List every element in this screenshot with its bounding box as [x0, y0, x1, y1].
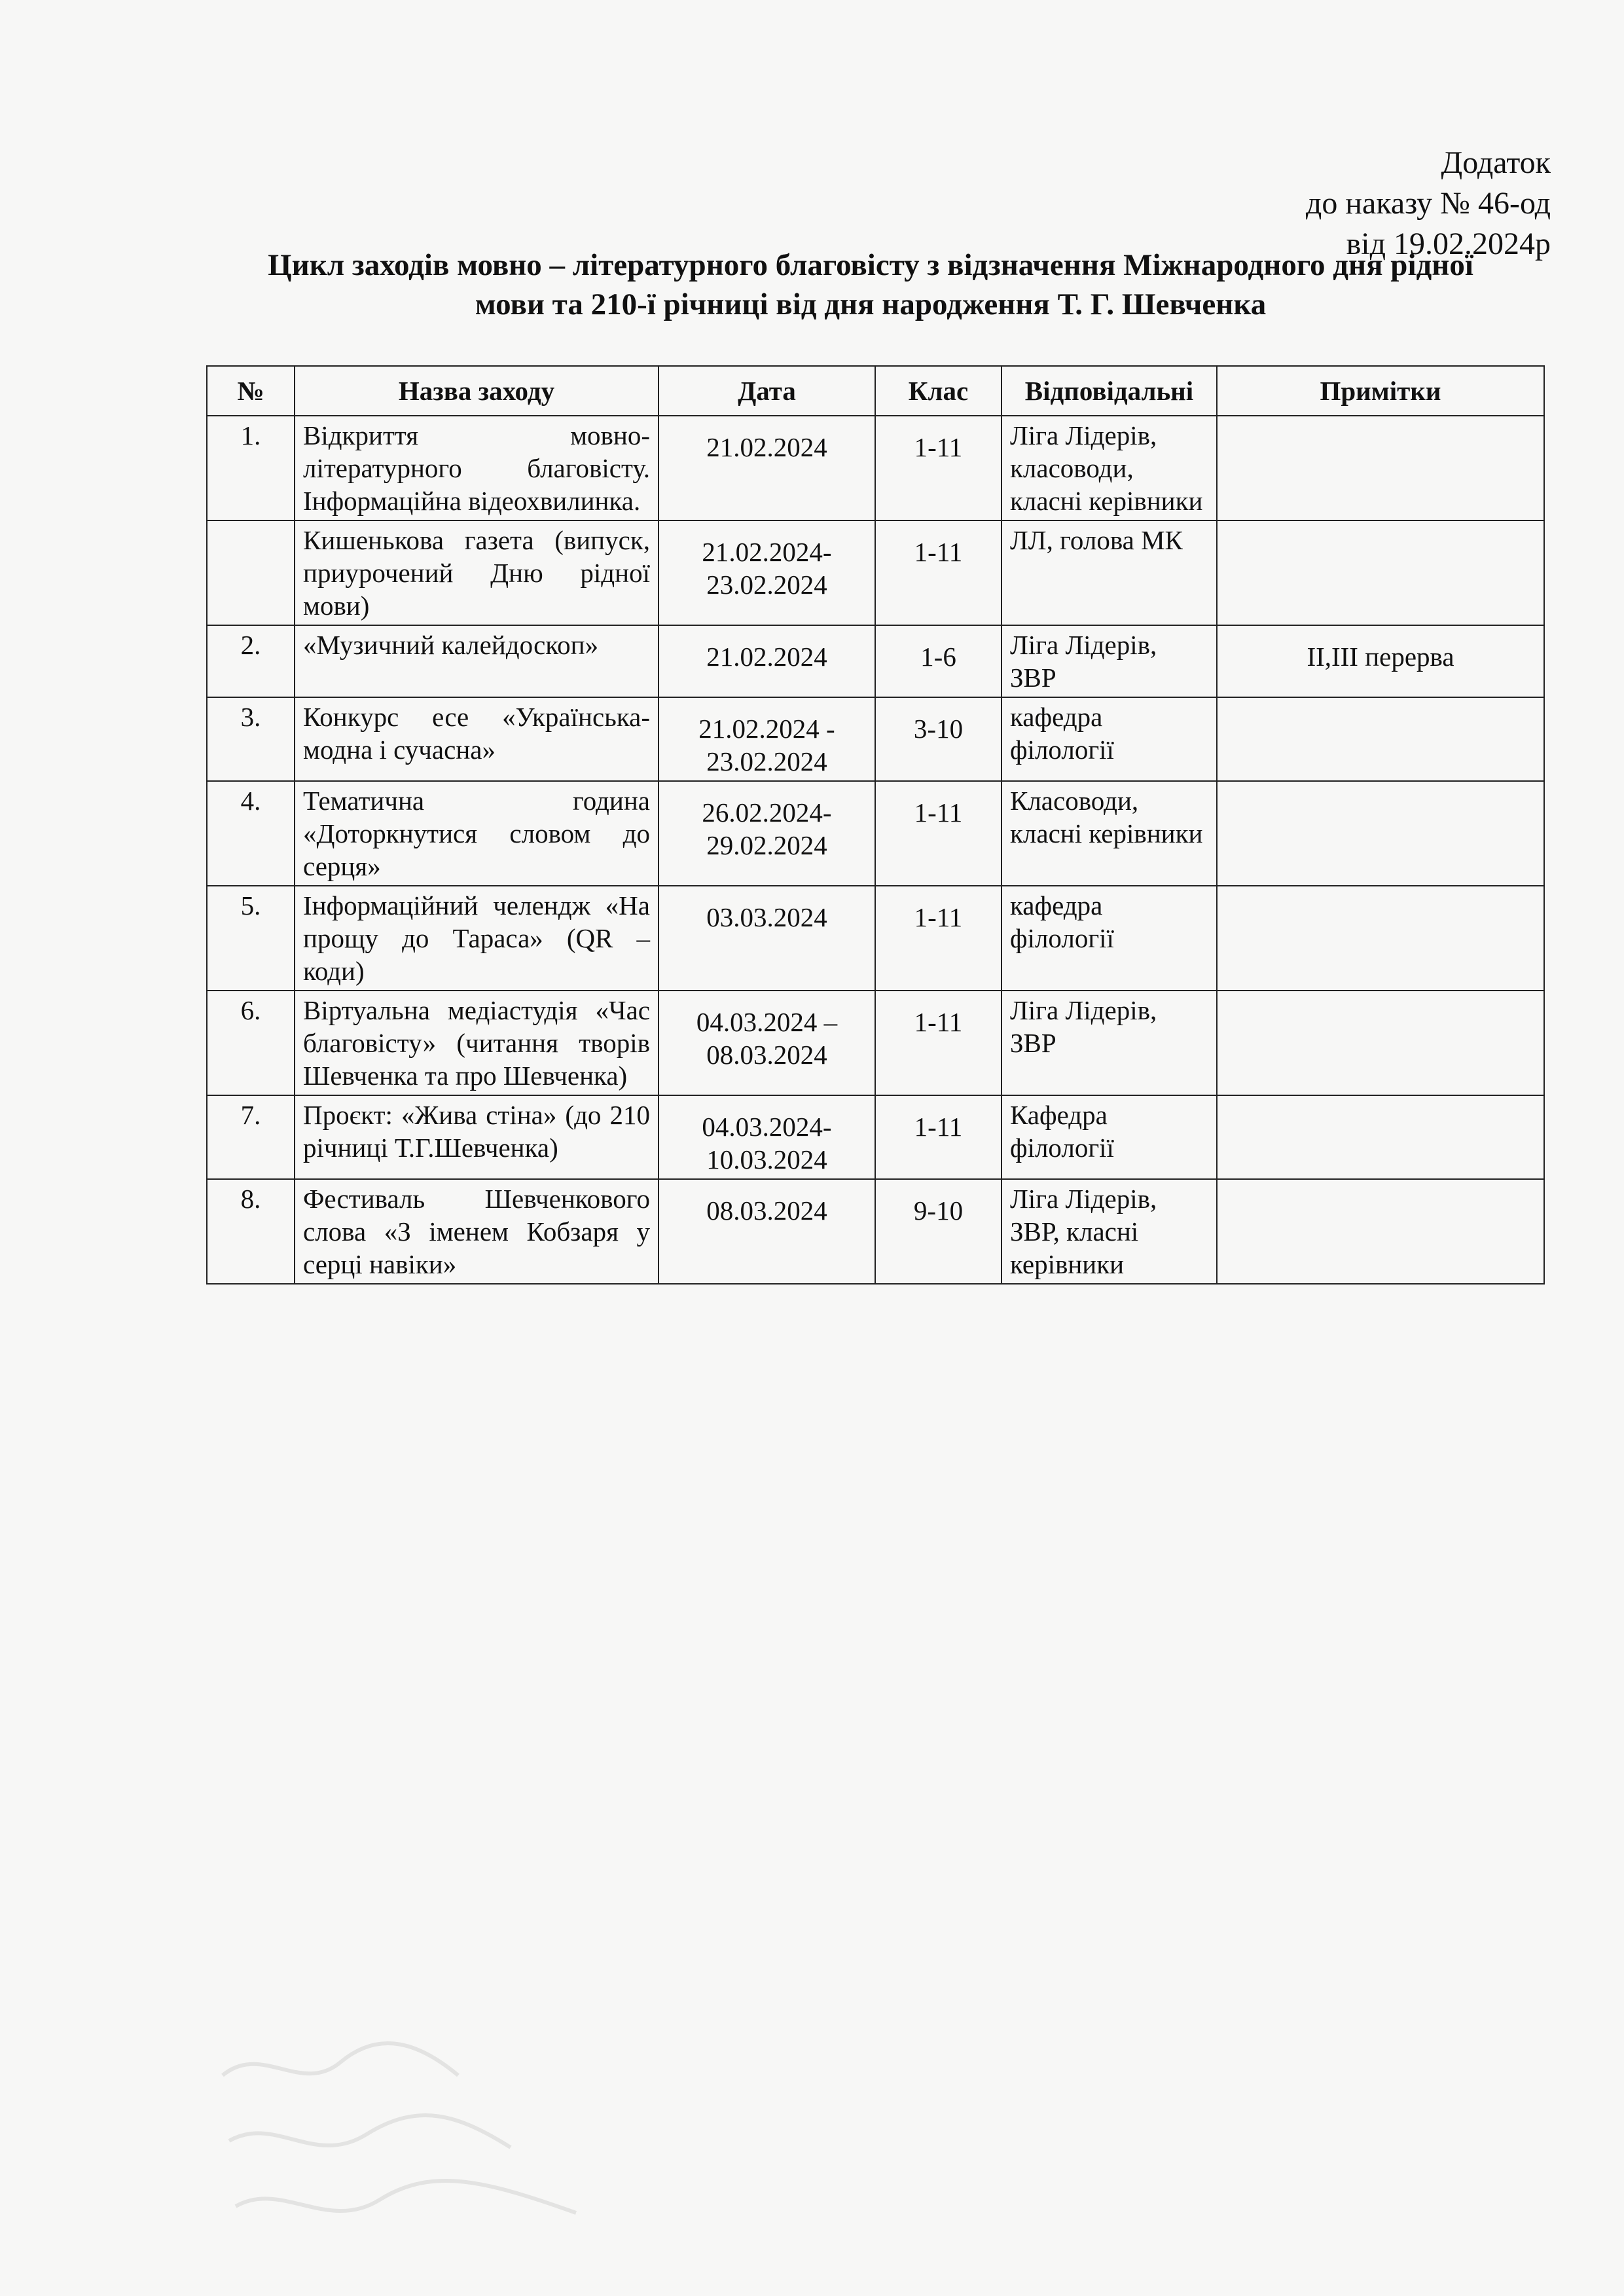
- row-notes: [1217, 416, 1544, 520]
- header-responsible: Відповідальні: [1001, 366, 1217, 416]
- table-header-row: [207, 366, 1544, 416]
- row-date: 04.03.2024 – 08.03.2024: [659, 991, 875, 1095]
- row-number: 8.: [207, 1179, 295, 1284]
- table-row: [207, 886, 1544, 991]
- row-notes: [1217, 697, 1544, 781]
- table-row: [207, 1095, 1544, 1179]
- header-date: Дата: [659, 366, 875, 416]
- appendix-line-3: від 19.02.2024р: [1346, 227, 1551, 261]
- row-date: 21.02.2024 - 23.02.2024: [659, 697, 875, 781]
- row-number: 6.: [207, 991, 295, 1095]
- row-class: 1-6: [875, 625, 1001, 697]
- row-class: 9-10: [875, 1179, 1001, 1284]
- header-notes: Примітки: [1217, 366, 1544, 416]
- table-row: [207, 416, 1544, 520]
- row-number: 1.: [207, 416, 295, 520]
- table-row: [207, 991, 1544, 1095]
- signature-scribbles: [209, 2016, 668, 2252]
- row-event-name: Фестиваль Шевченкового слова «З іменем Кобзаря у серці навіки»: [295, 1179, 659, 1284]
- table-row: [207, 697, 1544, 781]
- row-notes: [1217, 520, 1544, 625]
- row-class: 1-11: [875, 520, 1001, 625]
- title-line-1: Цикл заходів мовно – літературного благовісту з відзначення Міжнародного дня рідної: [268, 248, 1473, 282]
- row-event-name: Кишенькова газета (випуск, приурочений Дню рідної мови): [295, 520, 659, 625]
- row-date: 21.02.2024-23.02.2024: [659, 520, 875, 625]
- row-event-name: Віртуальна медіастудія «Час благовісту» (читання творів Шевченка та про Шевченка): [295, 991, 659, 1095]
- row-date: 21.02.2024: [659, 416, 875, 520]
- row-responsible: Кафедра філології: [1001, 1095, 1217, 1179]
- row-date: 04.03.2024-10.03.2024: [659, 1095, 875, 1179]
- row-class: 1-11: [875, 991, 1001, 1095]
- row-class: 3-10: [875, 697, 1001, 781]
- row-event-name: Конкурс есе «Українська-модна і сучасна»: [295, 697, 659, 781]
- row-notes: [1217, 991, 1544, 1095]
- row-notes: [1217, 1179, 1544, 1284]
- appendix-line-1: Додаток: [1441, 145, 1551, 180]
- row-responsible: кафедра філології: [1001, 886, 1217, 991]
- header-class: Клас: [875, 366, 1001, 416]
- row-responsible: кафедра філології: [1001, 697, 1217, 781]
- row-notes: [1217, 1095, 1544, 1179]
- header-event-name: Назва заходу: [295, 366, 659, 416]
- row-responsible: Ліга Лідерів, ЗВР, класні керівники: [1001, 1179, 1217, 1284]
- row-event-name: «Музичний калейдоскоп»: [295, 625, 659, 697]
- table-row: [207, 781, 1544, 886]
- row-event-name: Інформаційний челендж «На прощу до Тараса» (QR – коди): [295, 886, 659, 991]
- row-responsible: Ліга Лідерів, ЗВР: [1001, 625, 1217, 697]
- row-responsible: Ліга Лідерів, класоводи, класні керівники: [1001, 416, 1217, 520]
- row-date: 03.03.2024: [659, 886, 875, 991]
- row-number: 2.: [207, 625, 295, 697]
- row-date: 08.03.2024: [659, 1179, 875, 1284]
- row-date: 26.02.2024-29.02.2024: [659, 781, 875, 886]
- row-responsible: ЛЛ, голова МК: [1001, 520, 1217, 625]
- row-number: 3.: [207, 697, 295, 781]
- row-responsible: Ліга Лідерів, ЗВР: [1001, 991, 1217, 1095]
- table-row: [207, 1179, 1544, 1284]
- row-class: 1-11: [875, 886, 1001, 991]
- title-line-2: мови та 210-ї річниці від дня народження Т. Г. Шевченка: [475, 287, 1267, 321]
- row-class: 1-11: [875, 781, 1001, 886]
- row-event-name: Відкриття мовно-літературного благовісту. Інформаційна відеохвилинка.: [295, 416, 659, 520]
- document-title: [196, 246, 1545, 324]
- row-number: [207, 520, 295, 625]
- appendix-line-2: до наказу № 46-од: [1305, 186, 1551, 221]
- table-row: [207, 625, 1544, 697]
- row-notes: [1217, 886, 1544, 991]
- row-event-name: Проєкт: «Жива стіна» (до 210 річниці Т.Г.Шевченка): [295, 1095, 659, 1179]
- row-event-name: Тематична година «Доторкнутися словом до серця»: [295, 781, 659, 886]
- events-table: [206, 365, 1545, 1285]
- row-date: 21.02.2024: [659, 625, 875, 697]
- row-notes: [1217, 781, 1544, 886]
- table-row: [207, 520, 1544, 625]
- row-responsible: Класоводи, класні керівники: [1001, 781, 1217, 886]
- row-notes: ІІ,ІІІ перерва: [1217, 625, 1544, 697]
- row-number: 7.: [207, 1095, 295, 1179]
- row-class: 1-11: [875, 416, 1001, 520]
- row-number: 4.: [207, 781, 295, 886]
- row-number: 5.: [207, 886, 295, 991]
- header-number: №: [207, 366, 295, 416]
- row-class: 1-11: [875, 1095, 1001, 1179]
